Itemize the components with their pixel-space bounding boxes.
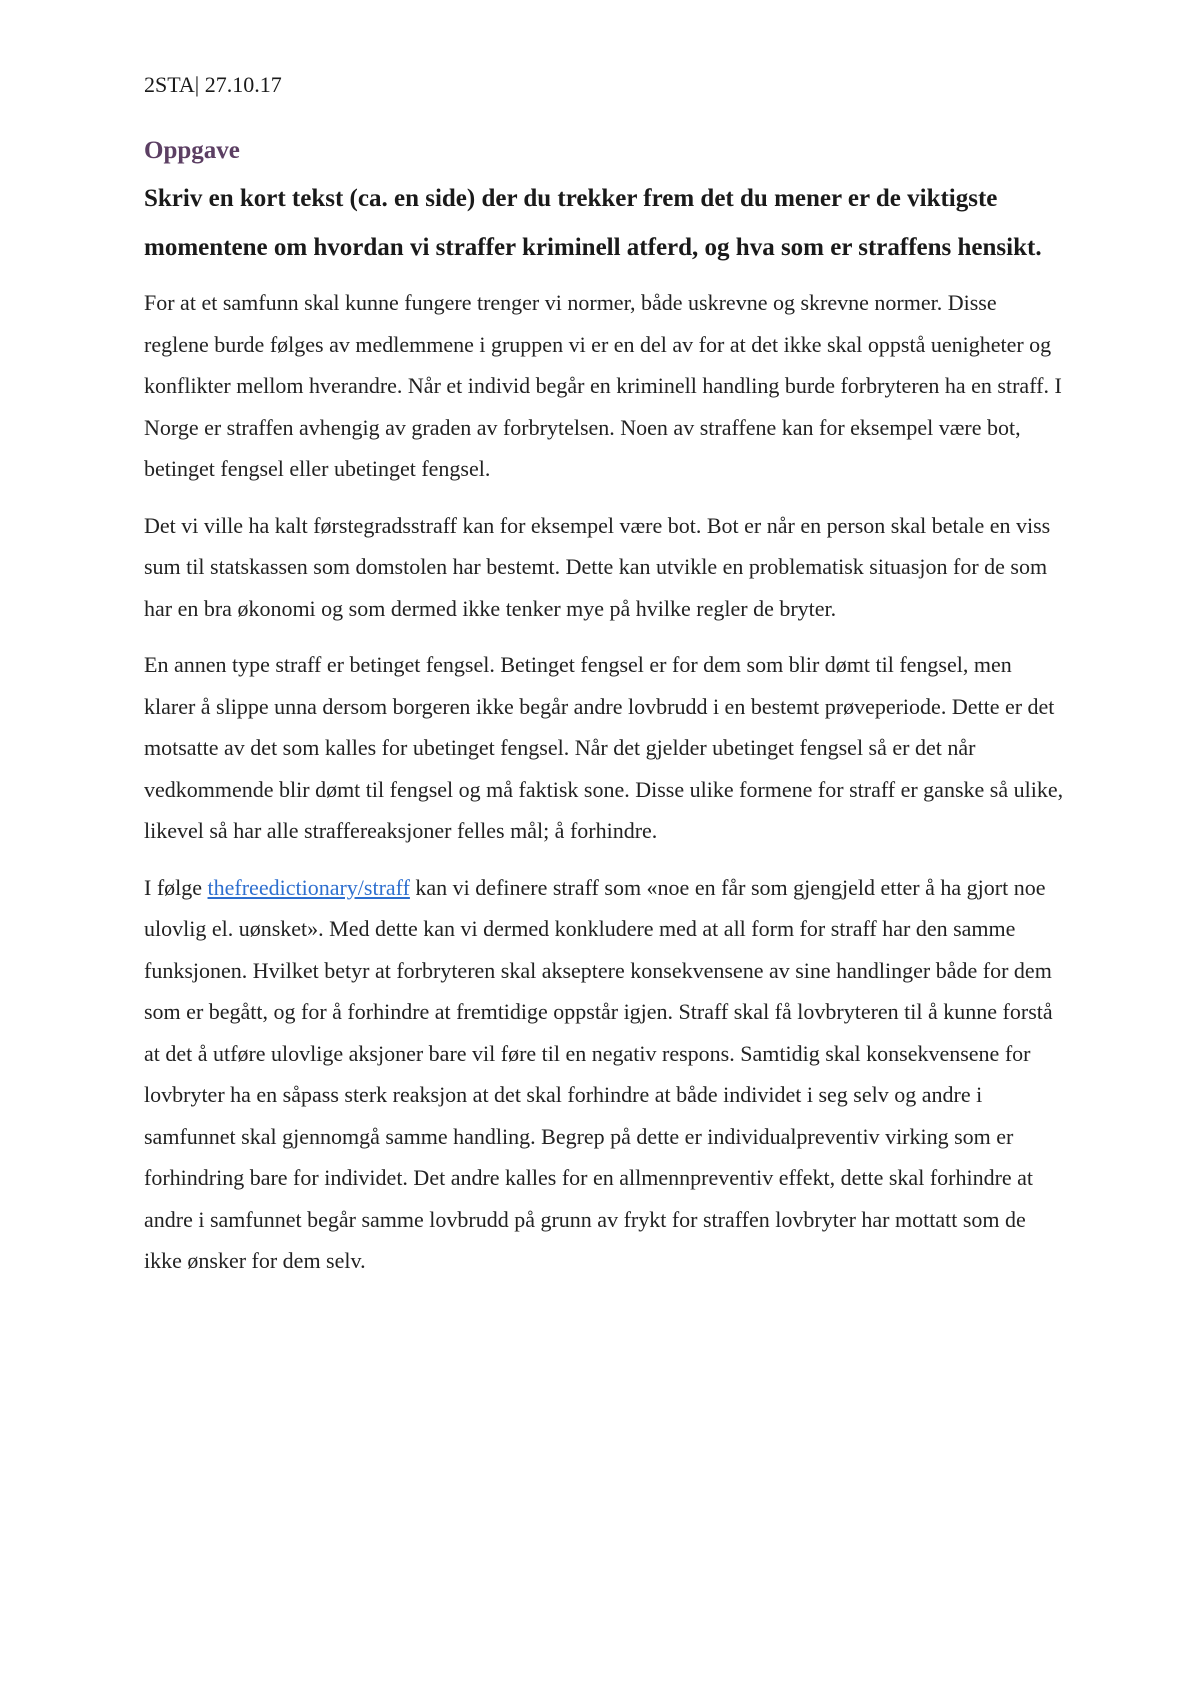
paragraph-1: For at et samfunn skal kunne fungere trenger vi normer, både uskrevne og skrevne normer. Disse reglene burde følges av medlemmene i gruppen vi er en del av for at det ikke skal oppstå uenigheter og konflikter mellom hverandre. Når et individ begår en kriminell handling burde forbryteren ha en straff. I Norge er straffen avhengig av graden av forbrytelsen. Noen av straffene kan for eksempel være bot, betinget fengsel eller ubetinget fengsel.	[144, 290, 1062, 481]
document-page	[144, 70, 1064, 1297]
task-text: Skriv en kort tekst (ca. en side) der du trekker frem det du mener er de viktigste momentene om hvordan vi straffer kriminell atferd, og hva som er straffens hensikt.	[144, 185, 1042, 261]
dictionary-link[interactable]: thefreedictionary/straff	[207, 874, 410, 900]
paragraph-4	[144, 867, 1064, 1282]
section-heading: Oppgave	[144, 137, 240, 164]
document-header: 2STA| 27.10.17	[144, 72, 282, 97]
paragraph-3: En annen type straff er betinget fengsel. Betinget fengsel er for dem som blir dømt til fengsel, men klarer å slippe unna dersom borgeren ikke begår andre lovbrudd i en bestemt prøveperiode. Dette er det motsatte av det som kalles for ubetinget fengsel. Når det gjelder ubetinget fengsel så er det når vedkommende blir dømt til fengsel og må faktisk sone. Disse ulike formene for straff er ganske så ulike, likevel så har alle straffereaksjoner felles mål; å forhindre.	[144, 652, 1064, 843]
paragraph-4-body: kan vi definere straff som «noe en får som gjengjeld etter å ha gjort noe ulovlig el. uønsket». Med dette kan vi dermed konkludere med at all form for straff har den samme funksjonen. Hvilket betyr at forbryteren skal akseptere konsekvensene av sine handlinger både for dem som er begått, og for å forhindre at fremtidige oppstår igjen. Straff skal få lovbryteren til å kunne forstå at det å utføre ulovlige aksjoner bare vil føre til en negativ respons. Samtidig skal konsekvensene for lovbryter ha en såpass sterk reaksjon at det skal forhindre at både individet i seg selv og andre i samfunnet skal gjennomgå samme handling. Begrep på dette er individualpreventiv virking som er forhindring bare for individet. Det andre kalles for en allmennpreventiv effekt, dette skal forhindre at andre i samfunnet begår samme lovbrudd på grunn av frykt for straffen lovbryter har mottatt som de ikke ønsker for dem selv.	[144, 874, 1053, 1273]
paragraph-2: Det vi ville ha kalt førstegradsstraff kan for eksempel være bot. Bot er når en person skal betale en viss sum til statskassen som domstolen har bestemt. Dette kan utvikle en problematisk situasjon for de som har en bra økonomi og som dermed ikke tenker mye på hvilke regler de bryter.	[144, 512, 1051, 621]
paragraph-4-intro: I følge	[144, 874, 208, 900]
